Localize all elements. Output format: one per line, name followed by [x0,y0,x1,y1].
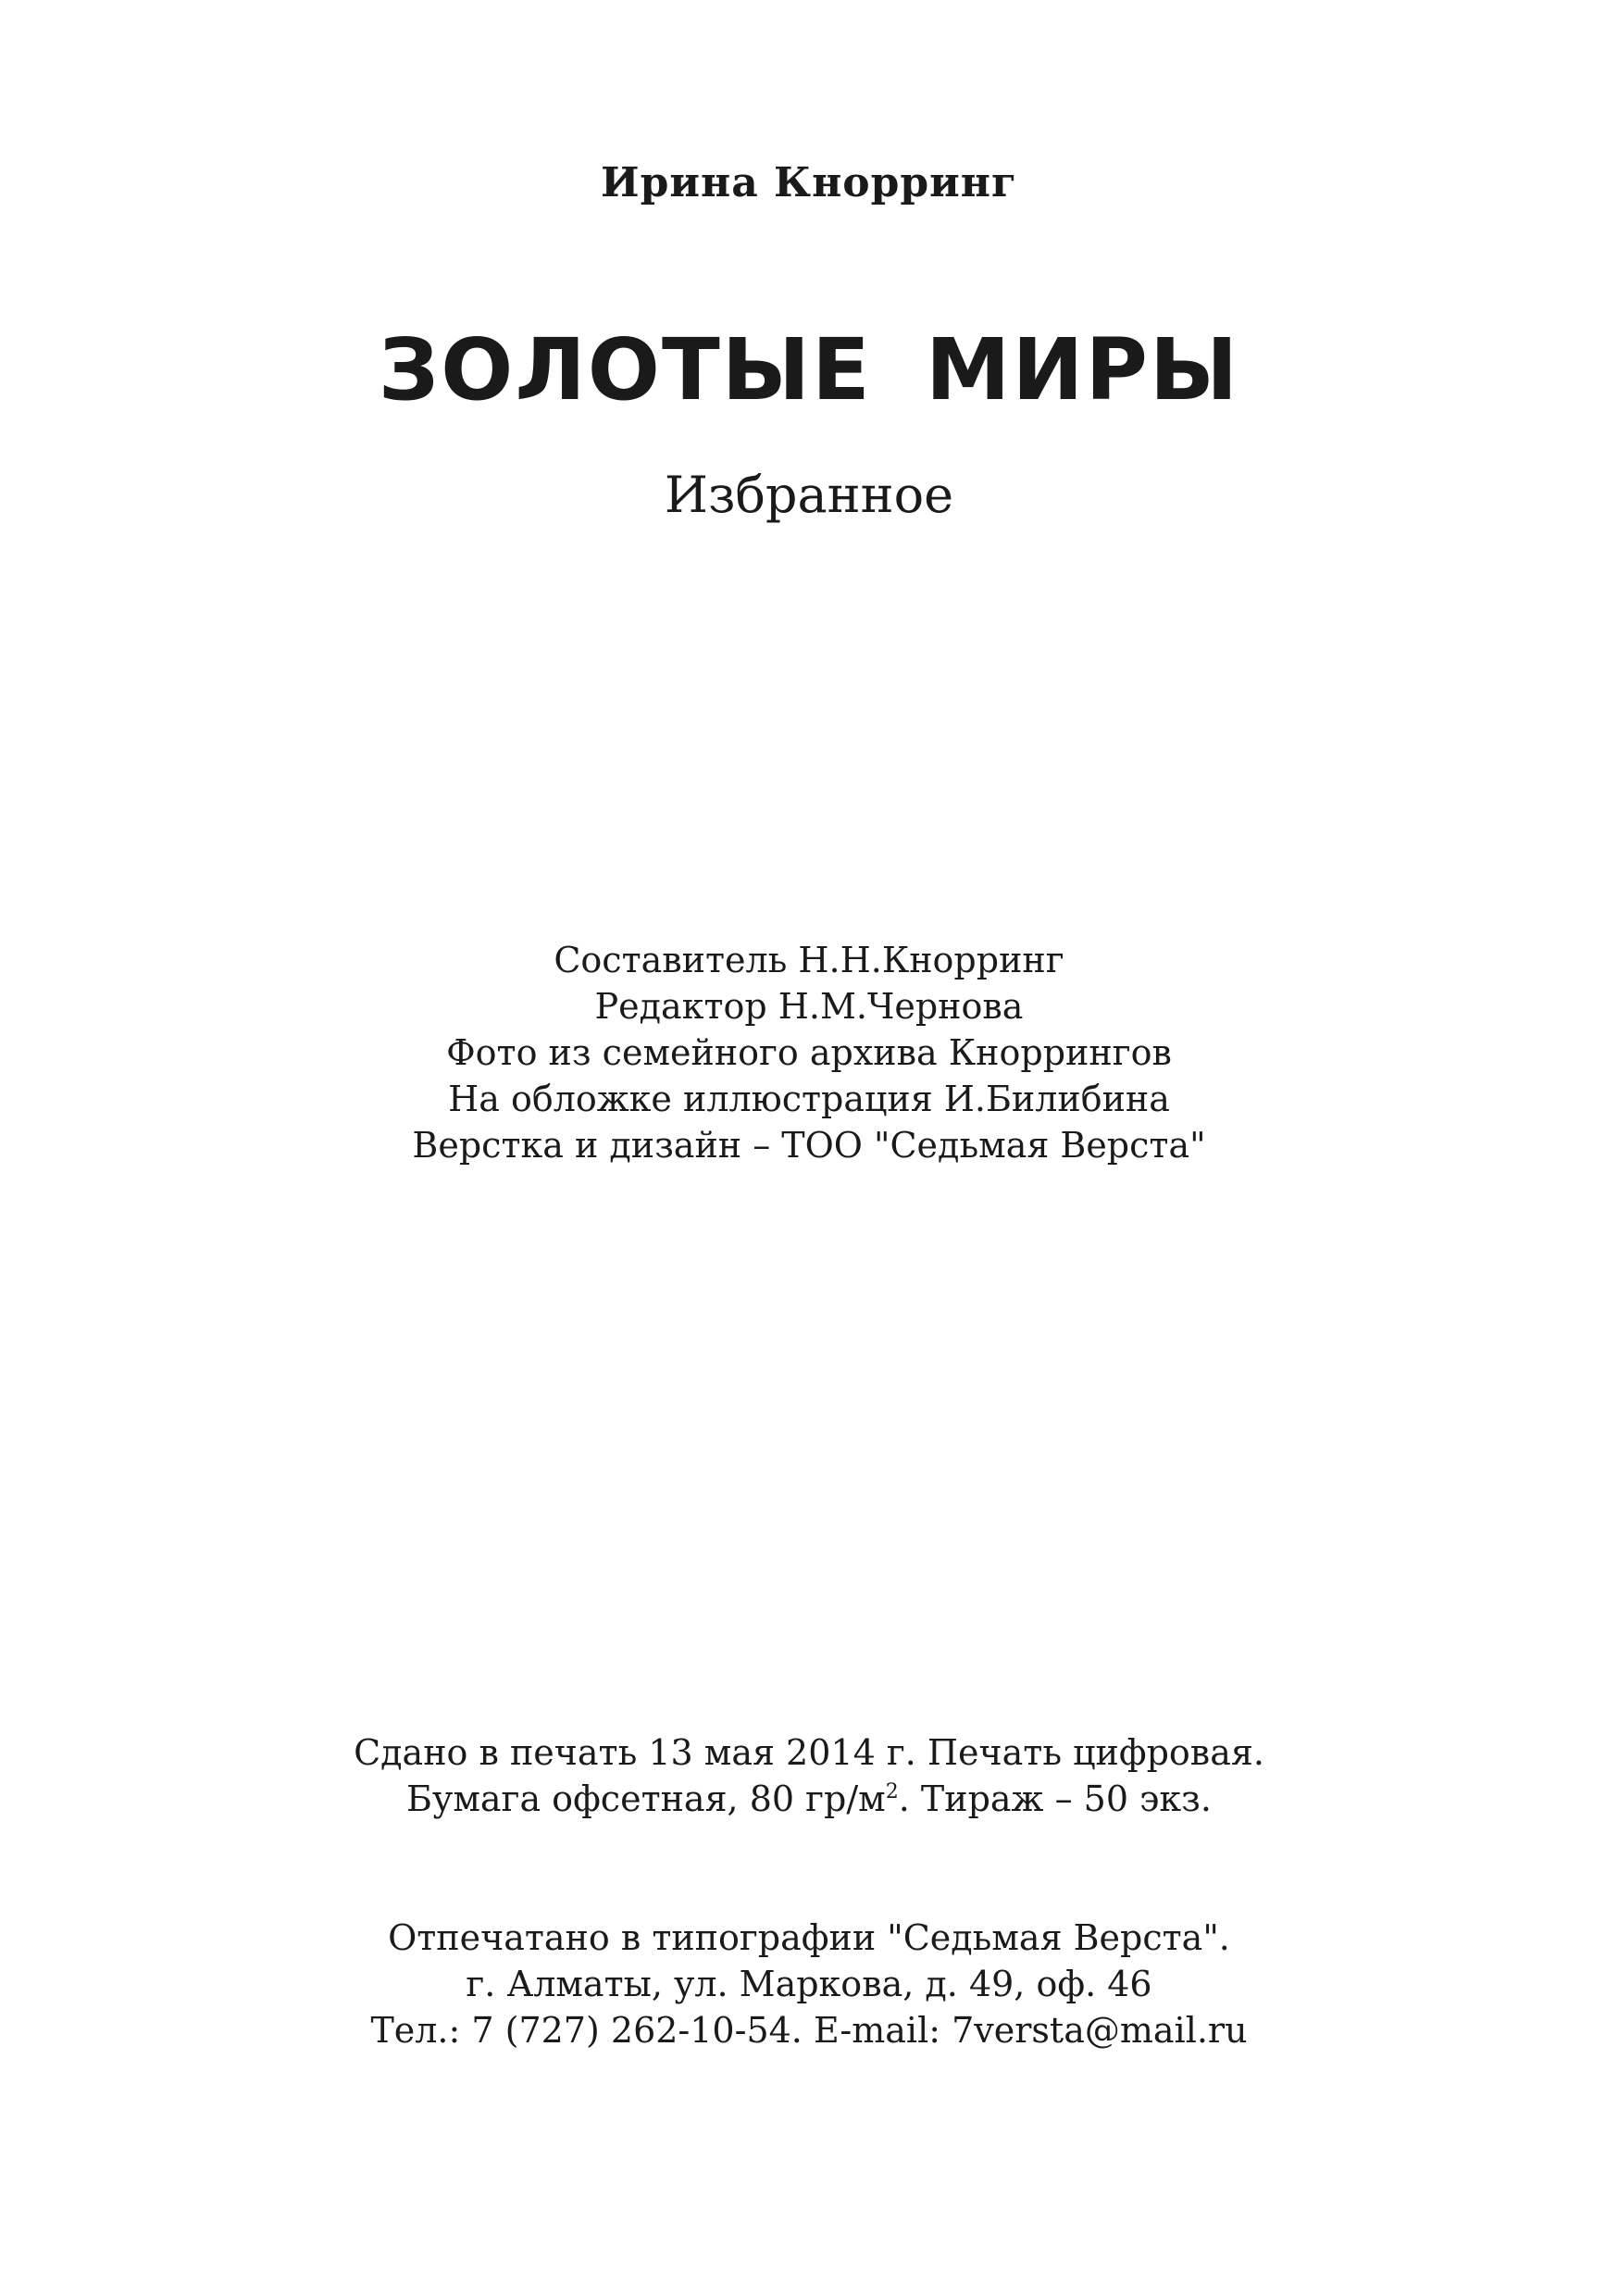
credit-compiler: Составитель Н.Н.Кнорринг [554,940,1064,980]
paper-superscript: 2 [885,1780,899,1803]
printer-name-line: Отпечатано в типографии "Седьмая Верста". [388,1917,1230,1958]
paper-run-line [0,1776,1618,1822]
print-info-block [0,1729,1618,1822]
credits-block [0,937,1618,1168]
printer-contact-line: Тел.: 7 (727) 262-10-54. E-mail: 7versta@mail.ru [370,2010,1248,2051]
book-title: ЗОЛОТЫЕ МИРЫ [378,320,1240,419]
credit-photo: Фото из семейного архива Кноррингов [446,1032,1172,1073]
credit-cover: На обложке иллюстрация И.Билибина [448,1079,1170,1119]
run-text: . Тираж – 50 экз. [898,1778,1212,1819]
author-name: Ирина Кнорринг [601,159,1017,206]
credit-layout: Верстка и дизайн – ТОО "Седьмая Верста" [412,1125,1206,1166]
book-subtitle: Избранное [664,466,954,524]
printer-address-line: г. Алматы, ул. Маркова, д. 49, оф. 46 [466,1964,1152,2004]
printer-block [0,1915,1618,2053]
print-date-line: Сдано в печать 13 мая 2014 г. Печать цифровая. [354,1732,1264,1773]
paper-text: Бумага офсетная, 80 гр/м [406,1778,886,1819]
credit-editor: Редактор Н.М.Чернова [594,986,1024,1027]
